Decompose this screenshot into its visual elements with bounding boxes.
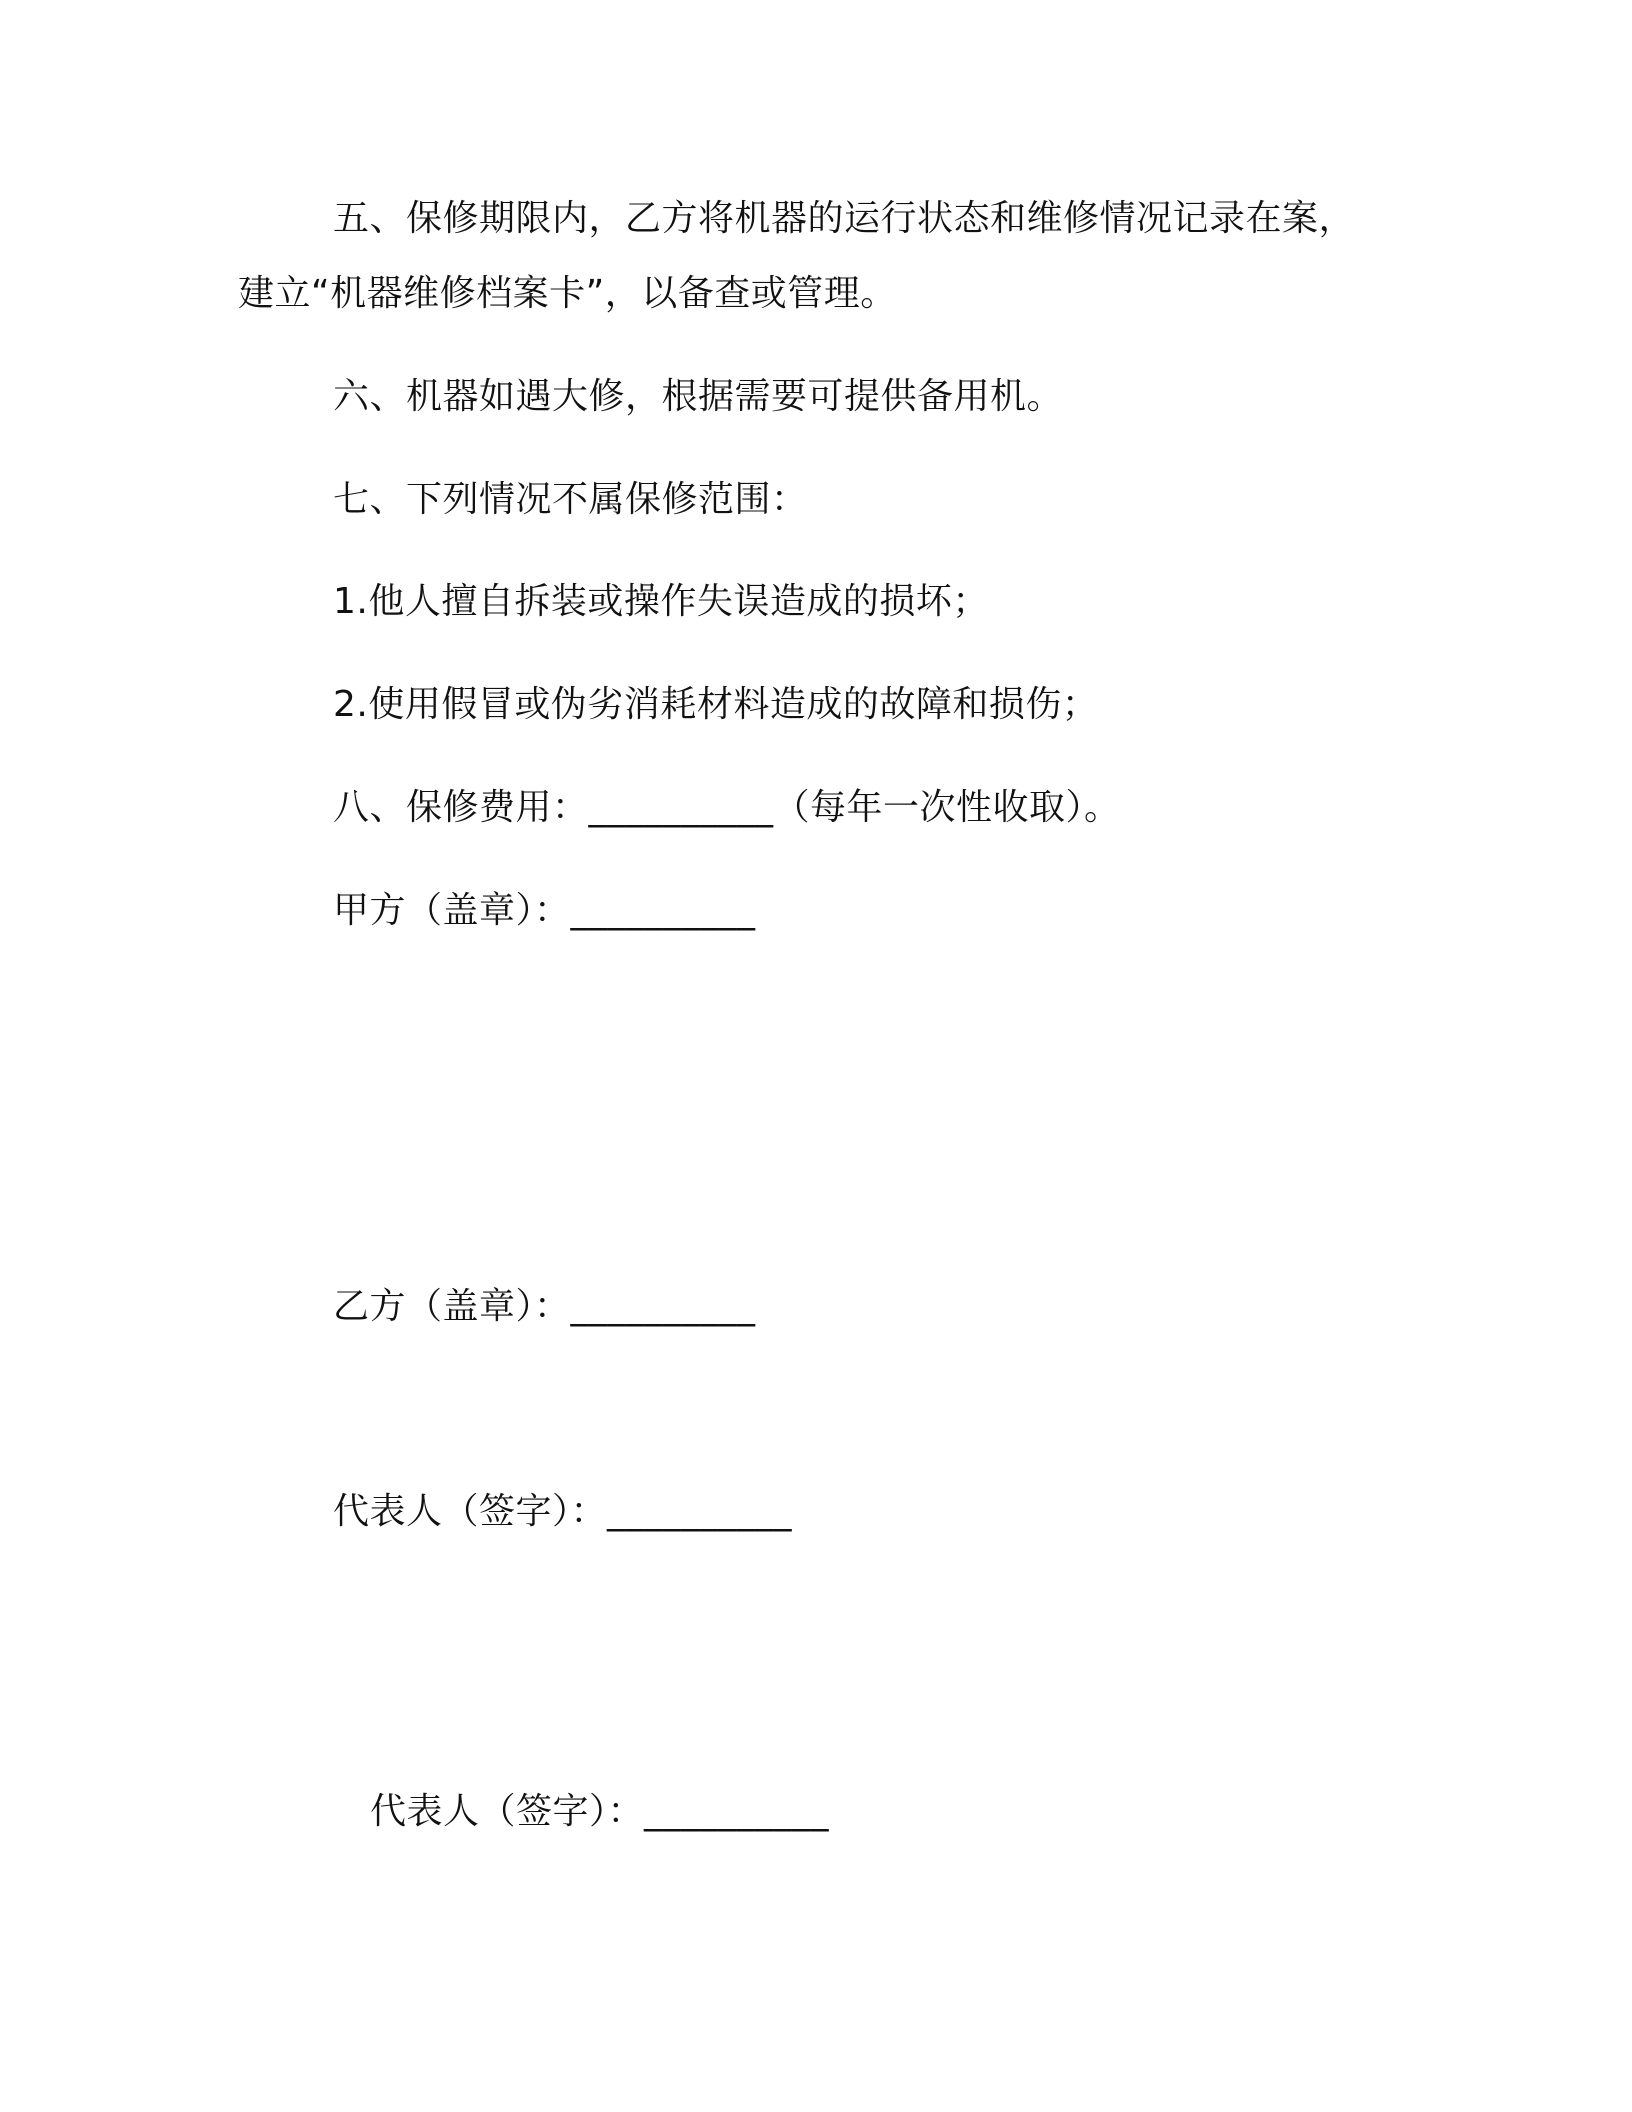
party-a-seal: 甲方（盖章）：__________ xyxy=(333,890,756,931)
clause-7: 七、下列情况不属保修范围： xyxy=(333,479,808,520)
clause-5-line-2: 建立“机器维修档案卡”，以备查或管理。 xyxy=(238,273,897,314)
clause-8-fee: 八、保修费用：__________（每年一次性收取）。 xyxy=(333,787,1121,828)
party-b-seal: 乙方（盖章）：__________ xyxy=(333,1286,756,1327)
clause-5-line-1: 五、保修期限内，乙方将机器的运行状态和维修情况记录在案， xyxy=(333,198,1356,239)
representative-signature-2: 代表人（签字）：__________ xyxy=(370,1791,830,1832)
representative-signature-1: 代表人（签字）：__________ xyxy=(333,1491,793,1532)
clause-7-item-1: 1.他人擅自拆装或操作失误造成的损坏； xyxy=(333,581,989,622)
clause-7-item-2: 2.使用假冒或伪劣消耗材料造成的故障和损伤； xyxy=(333,684,1099,725)
clause-6: 六、机器如遇大修，根据需要可提供备用机。 xyxy=(333,376,1064,417)
